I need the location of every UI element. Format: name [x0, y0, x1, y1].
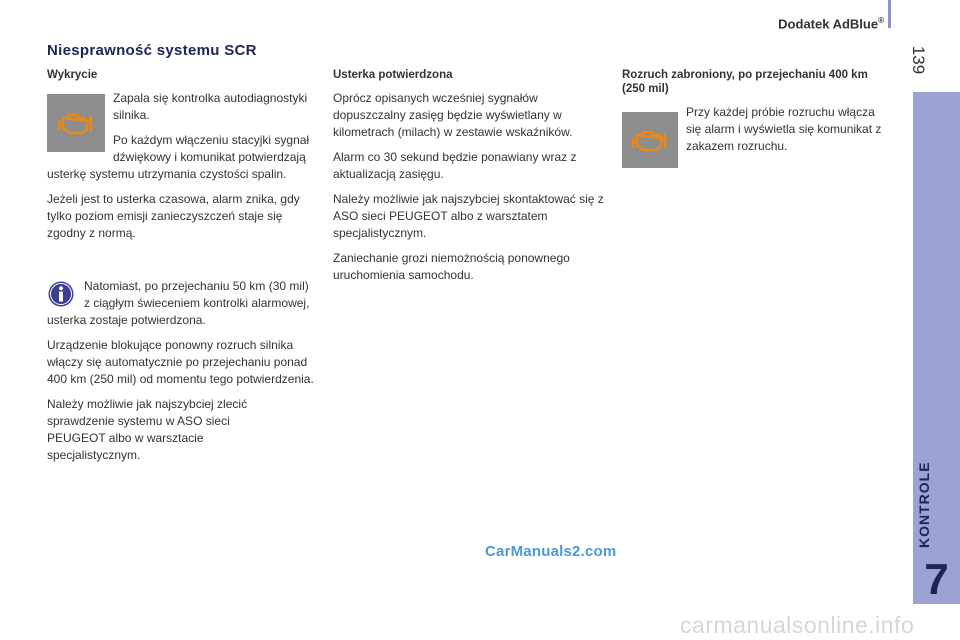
paragraph: Zaniechanie grozi niemożnością ponownego uruchomienia samochodu. — [333, 251, 570, 282]
paragraph: Przy każdej próbie rozruchu włącza się alarm i wyświetla się komunikat z zakazem rozruchu. — [686, 105, 882, 153]
info-icon — [47, 280, 75, 308]
page-number: 139 — [909, 45, 928, 75]
section-title: Niesprawność systemu SCR — [47, 42, 257, 59]
watermark-carmanualsonline: carmanualsonline.info — [680, 612, 915, 638]
info-note — [47, 278, 317, 464]
column-heading: Usterka potwierdzona — [333, 69, 453, 81]
running-header-text: Dodatek AdBlue — [778, 16, 879, 32]
engine-check-icon — [622, 112, 678, 168]
engine-check-icon — [47, 94, 105, 152]
paragraph: Należy możliwie jak najszybciej skontaktować się z ASO sieci PEUGEOT albo z warsztatem specjalistycznym. — [333, 192, 604, 240]
paragraph: Natomiast, po przejechaniu 50 km (30 mil) z ciągłym świeceniem kontrolki alarmowej, usterka zostaje potwierdzona. — [47, 279, 310, 327]
column-confirmed-fault — [333, 68, 605, 292]
column-heading: Wykrycie — [47, 69, 98, 81]
paragraph: Po każdym włączeniu stacyjki sygnał dźwiękowy i komunikat potwierdzają usterkę systemu utrzymania czystości spalin. — [47, 133, 310, 181]
paragraph: Alarm co 30 sekund będzie ponawiany wraz z aktualizacją zasięgu. — [333, 150, 577, 181]
chapter-label: KONTROLE — [916, 461, 932, 548]
column-detection — [47, 68, 317, 472]
running-header — [778, 16, 884, 31]
column-heading: Rozruch zabroniony, po przejechaniu 400 km (250 mil) — [622, 69, 868, 95]
column-start-prohibited — [622, 68, 884, 170]
registered-mark: ® — [878, 16, 884, 25]
header-rule — [888, 0, 891, 28]
paragraph: Urządzenie blokujące ponowny rozruch silnika włączy się automatycznie po przejechaniu ponad 400 km (250 mil) od momentu tego potwierdzenia. — [47, 338, 314, 386]
paragraph: Zapala się kontrolka autodiagnostyki silnika. — [113, 91, 308, 122]
paragraph: Oprócz opisanych wcześniej sygnałów dopuszczalny zasięg będzie wyświetlany w kilometrach (milach) w zestawie wskaźników. — [333, 91, 573, 139]
watermark-carmanuals2: CarManuals2.com — [485, 543, 617, 560]
paragraph: Należy możliwie jak najszybciej zlecić sprawdzenie systemu w ASO sieci PEUGEOT albo w warsztacie specjalistycznym. — [47, 397, 248, 462]
paragraph: Jeżeli jest to usterka czasowa, alarm znika, gdy tylko poziom emisji zanieczyszczeń staje się zgodny z normą. — [47, 192, 300, 240]
chapter-number: 7 — [924, 555, 949, 604]
